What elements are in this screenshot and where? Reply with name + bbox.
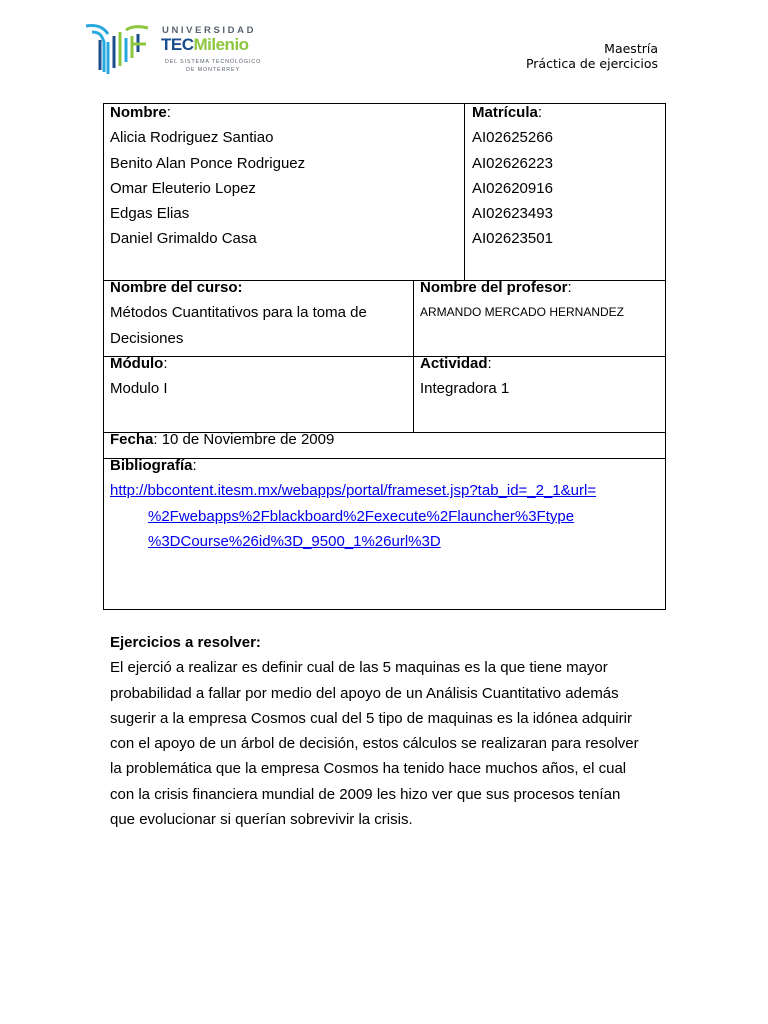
professor-name: ARMANDO MERCADO HERNANDEZ xyxy=(420,305,625,320)
exercises-title: Ejercicios a resolver: xyxy=(110,634,261,651)
student-id: AI02625266 xyxy=(472,129,553,147)
professor-cell: Nombre del profesor: ARMANDO MERCADO HERNANDEZ xyxy=(420,275,662,326)
document-header xyxy=(526,42,658,71)
tecmilenio-emblem-icon xyxy=(84,22,156,78)
curso-label: Nombre del curso: xyxy=(110,279,243,296)
module-cell: Módulo: Modulo I xyxy=(110,351,410,402)
student-name: Alicia Rodriguez Santiao xyxy=(110,129,274,147)
matricula-label: Matrícula xyxy=(472,104,538,121)
student-id: AI02620916 xyxy=(472,179,553,197)
exercises-section xyxy=(110,630,670,832)
header-doc-type: Práctica de ejercicios xyxy=(525,55,658,71)
student-name: Omar Eleuterio Lopez xyxy=(110,179,256,197)
profesor-label: Nombre del profesor xyxy=(420,279,568,296)
modulo-label: Módulo xyxy=(110,355,164,372)
student-id: AI02626223 xyxy=(472,154,553,172)
student-name: Edgas Elias xyxy=(110,205,190,223)
module-value: Modulo I xyxy=(110,380,168,398)
activity-cell: Actividad: Integradora 1 xyxy=(420,351,662,402)
nombre-label: Nombre xyxy=(110,104,167,121)
bibliography-cell: Bibliografía: http://bbcontent.itesm.mx/webapps/portal/frameset.jsp?tab_id=_2_1&url= %2Fwebapps%2Fblackboard%2Fexecute%2Flauncher%3Ftype %3DCourse%26id%3D_9500_1%26url%3D xyxy=(110,453,662,554)
exercise-text-line: con el apoyo de un árbol de decisión, estos cálculos se realizaran para resolver xyxy=(110,735,639,753)
course-name-line1: Métodos Cuantitativos para la toma de xyxy=(110,304,367,322)
matricula-cell: Matrícula: AI02625266 AI02626223 AI02620916 AI02623493 AI02623501 xyxy=(472,100,662,252)
biblio-label: Bibliografía xyxy=(110,457,193,474)
exercise-text-line: la problemática que la empresa Cosmos ha tenido hace muchos años, el cual xyxy=(110,760,627,778)
fecha-label: Fecha xyxy=(110,431,154,448)
exercise-text-line: con la crisis financiera mundial de 2009 les hizo ver que sus procesos tenían xyxy=(110,785,621,803)
exercise-text-line: El ejerció a realizar es definir cual de las 5 maquinas es la que tiene mayor xyxy=(110,659,608,677)
logo-brand-name: TECMilenio xyxy=(161,35,249,54)
header-program: Maestría xyxy=(604,41,658,56)
course-name-line2: Decisiones xyxy=(110,329,184,347)
bibliography-link[interactable]: http://bbcontent.itesm.mx/webapps/portal/frameset.jsp?tab_id=_2_1&url= xyxy=(110,482,597,500)
bibliography-link-cont[interactable]: %2Fwebapps%2Fblackboard%2Fexecute%2Flauncher%3Ftype xyxy=(148,507,575,525)
exercise-text-line: probabilidad a fallar por medio del apoyo de un Análisis Cuantitativo además xyxy=(110,684,619,702)
date-cell xyxy=(110,427,660,452)
bibliography-link-cont[interactable]: %3DCourse%26id%3D_9500_1%26url%3D xyxy=(148,532,441,550)
student-id: AI02623493 xyxy=(472,205,553,223)
student-id: AI02623501 xyxy=(472,230,553,248)
student-name: Daniel Grimaldo Casa xyxy=(110,230,257,248)
date-value: : 10 de Noviembre de 2009 xyxy=(153,431,335,448)
actividad-label: Actividad xyxy=(420,355,488,372)
logo-subtitle: DEL SISTEMA TECNOLÓGICO DE MONTERREY xyxy=(164,59,262,73)
exercise-text-line: que evolucionar si querían sobrevivir la crisis. xyxy=(110,811,413,829)
students-cell: Nombre: Alicia Rodriguez Santiao Benito Alan Ponce Rodriguez Omar Eleuterio Lopez Edgas Elias Daniel Grimaldo Casa xyxy=(110,100,460,252)
course-cell xyxy=(110,275,410,351)
student-name: Benito Alan Ponce Rodriguez xyxy=(110,154,306,172)
exercise-text-line: sugerir a la empresa Cosmos cual del 5 tipo de maquinas es la idónea adquirir xyxy=(110,709,632,727)
activity-value: Integradora 1 xyxy=(420,380,510,398)
university-logo xyxy=(84,22,264,78)
logo-university-text: UNIVERSIDAD xyxy=(162,25,257,36)
